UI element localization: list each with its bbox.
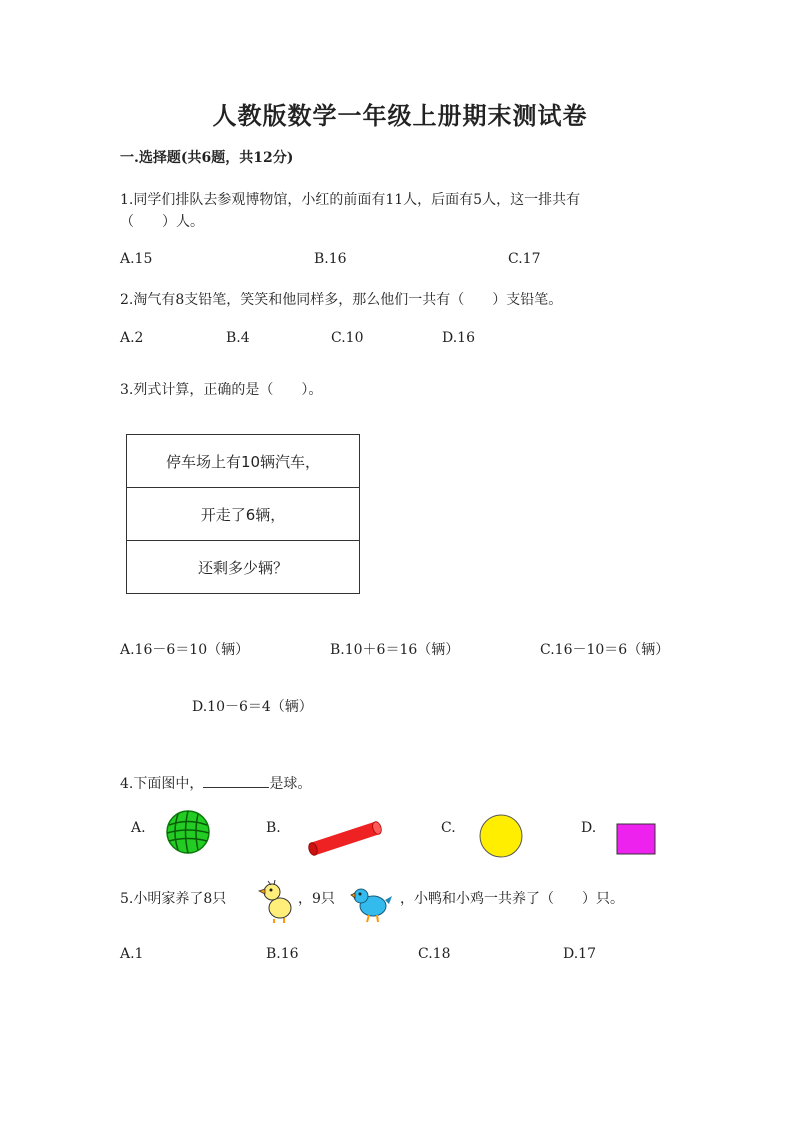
- chick-icon: [345, 880, 395, 924]
- yellow-circle-icon: [478, 813, 524, 859]
- q4-option-d[interactable]: D.: [581, 820, 597, 836]
- q5-text-part1: 5.小明家养了8只: [120, 891, 227, 907]
- q5-text-part2: ，9只: [298, 891, 335, 907]
- question-1-line1: 1.同学们排队去参观博物馆，小红的前面有11人，后面有5人，这一排共有: [120, 192, 581, 208]
- q4-text-before: 4.下面图中，: [120, 776, 204, 792]
- q2-option-a[interactable]: A.2: [120, 330, 144, 346]
- question-3: 3.列式计算，正确的是（ ）。: [120, 382, 323, 398]
- q4-option-c[interactable]: C.: [441, 820, 456, 836]
- q5-option-c[interactable]: C.18: [418, 946, 451, 962]
- q5-option-b[interactable]: B.16: [266, 946, 299, 962]
- answer-blank[interactable]: [203, 775, 269, 788]
- red-cylinder-icon: [302, 815, 386, 857]
- question-4: [120, 773, 311, 793]
- duckling-icon: [252, 878, 298, 924]
- q3-option-a[interactable]: A.16－6＝10（辆）: [120, 642, 250, 658]
- q1-option-a[interactable]: A.15: [120, 251, 153, 267]
- q3-option-c[interactable]: C.16－10＝6（辆）: [540, 642, 670, 658]
- q4-option-a[interactable]: A.: [131, 820, 146, 836]
- q5-option-a[interactable]: A.1: [120, 946, 144, 962]
- q2-option-b[interactable]: B.4: [226, 330, 250, 346]
- page-title: 人教版数学一年级上册期末测试卷: [212, 101, 588, 130]
- q3-option-d[interactable]: D.10－6＝4（辆）: [192, 699, 313, 715]
- word-problem-box: [126, 434, 360, 594]
- box-line-2: 开走了6辆，: [127, 488, 359, 541]
- box-line-3: 还剩多少辆？: [197, 558, 288, 577]
- q1-option-c[interactable]: C.17: [508, 251, 541, 267]
- section-heading: 一.选择题(共6题，共12分): [120, 150, 294, 166]
- green-ball-icon: [164, 808, 212, 856]
- question-2: 2.淘气有8支铅笔，笑笑和他同样多，那么他们一共有（ ）支铅笔。: [120, 292, 563, 308]
- magenta-rectangle-icon: [616, 823, 658, 857]
- q4-text-after: 是球。: [269, 776, 312, 792]
- q5-option-d[interactable]: D.17: [563, 946, 596, 962]
- q3-option-b[interactable]: B.10＋6＝16（辆）: [330, 642, 460, 658]
- q2-option-c[interactable]: C.10: [331, 330, 364, 346]
- question-1-line2: （ ）人。: [120, 214, 204, 230]
- q4-option-b[interactable]: B.: [266, 820, 281, 836]
- q5-text-part3: ，小鸭和小鸡一共养了（ ）只。: [400, 891, 624, 907]
- box-line-1: 停车场上有10辆汽车，: [127, 435, 359, 488]
- q2-option-d[interactable]: D.16: [442, 330, 475, 346]
- q1-option-b[interactable]: B.16: [314, 251, 347, 267]
